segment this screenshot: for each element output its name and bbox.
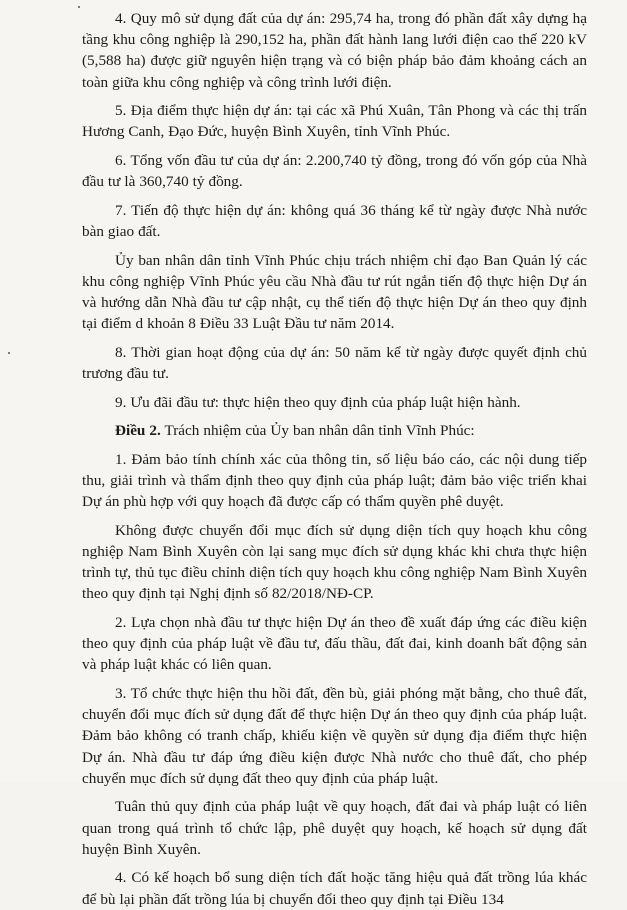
paragraph-land-scale: 4. Quy mô sử dụng đất của dự án: 295,74 ha, trong đó phần đất xây dựng hạ tầng khu công nghiệp là 290,152 ha, phần đất hành lang lưới điện cao thế 220 kV (5,588 ha) được giữ nguyên hiện trạng và có biện pháp bảo đảm khoảng cách an toàn giữa khu công nghiệp và công trình lưới điện. <box>82 10 587 91</box>
scan-speck <box>8 352 10 354</box>
paragraph-investor-selection: 2. Lựa chọn nhà đầu tư thực hiện Dự án theo đề xuất đáp ứng các điều kiện theo quy định của pháp luật về đầu tư, đấu thầu, đất đai, kinh doanh bất động sản và pháp luật khác có liên quan. <box>82 613 587 674</box>
article-2-heading: Điều 2. <box>115 422 161 440</box>
paragraph-operation-period: 8. Thời gian hoạt động của dự án: 50 năm kể từ ngày được quyết định chủ trương đầu tư. <box>82 343 587 382</box>
paragraph-land-recovery: 3. Tổ chức thực hiện thu hồi đất, đền bù, giải phóng mặt bằng, cho thuê đất, chuyển đổi mục đích sử dụng đất để thực hiện Dự án theo quy định của pháp luật. Đảm bảo không có tranh chấp, khiếu kiện về quyền sử dụng địa điểm thực hiện Dự án. Nhà đầu tư đáp ứng điều kiện được Nhà nước cho thuê đất, cho phép chuyển mục đích sử dụng đất theo quy định của pháp luật. <box>82 684 587 787</box>
paragraph-investment-capital: 6. Tổng vốn đầu tư của dự án: 2.200,740 tỷ đồng, trong đó vốn góp của Nhà đầu tư là 360,740 tỷ đồng. <box>82 152 587 191</box>
paragraph-committee-responsibility: Ủy ban nhân dân tỉnh Vĩnh Phúc chịu trách nhiệm chỉ đạo Ban Quản lý các khu công nghiệp Vĩnh Phúc yêu cầu Nhà đầu tư rút ngắn tiến độ thực hiện Dự án và hướng dẫn Nhà đầu tư cập nhật, cụ thể tiến độ thực hiện Dự án theo quy định tại điểm d khoản 8 Điều 33 Luật Đầu tư năm 2014. <box>82 251 587 333</box>
paragraph-schedule: 7. Tiến độ thực hiện dự án: không quá 36 tháng kể từ ngày được Nhà nước bàn giao đất. <box>82 201 587 240</box>
paragraph-rice-land: 4. Có kế hoạch bổ sung diện tích đất hoặc tăng hiệu quả đất trồng lúa khác để bù lại phần đất trồng lúa bị chuyển đổi theo quy định tại Điều 134 <box>82 869 587 908</box>
paragraph-no-conversion: Không được chuyển đổi mục đích sử dụng diện tích quy hoạch khu công nghiệp Nam Bình Xuyên còn lại sang mục đích sử dụng khác khi chưa thực hiện trình tự, thủ tục điều chỉnh diện tích quy hoạch khu công nghiệp Nam Bình Xuyên theo quy định tại Nghị định số 82/2018/NĐ-CP. <box>82 521 587 603</box>
paragraph-planning-compliance: Tuân thủ quy định của pháp luật về quy hoạch, đất đai và pháp luật có liên quan trong quá trình tổ chức lập, phê duyệt quy hoạch, kế hoạch sử dụng đất huyện Bình Xuyên. <box>82 798 587 858</box>
paragraph-accuracy: 1. Đảm bảo tính chính xác của thông tin, số liệu báo cáo, các nội dung tiếp thu, giải trình và thẩm định theo quy định của pháp luật; đảm bảo việc triển khai Dự án phù hợp với quy hoạch đã được cấp có thẩm quyền phê duyệt. <box>82 450 587 511</box>
article-2-text: Trách nhiệm của Ủy ban nhân dân tỉnh Vĩnh Phúc: <box>160 422 475 440</box>
scan-speck <box>78 6 80 8</box>
paragraph-article-2 <box>82 420 587 441</box>
paragraph-location: 5. Địa điểm thực hiện dự án: tại các xã Phú Xuân, Tân Phong và các thị trấn Hương Canh, Đạo Đức, huyện Bình Xuyên, tỉnh Vĩnh Phúc. <box>82 102 587 141</box>
paragraph-incentives: 9. Ưu đãi đầu tư: thực hiện theo quy định của pháp luật hiện hành. <box>115 393 521 411</box>
